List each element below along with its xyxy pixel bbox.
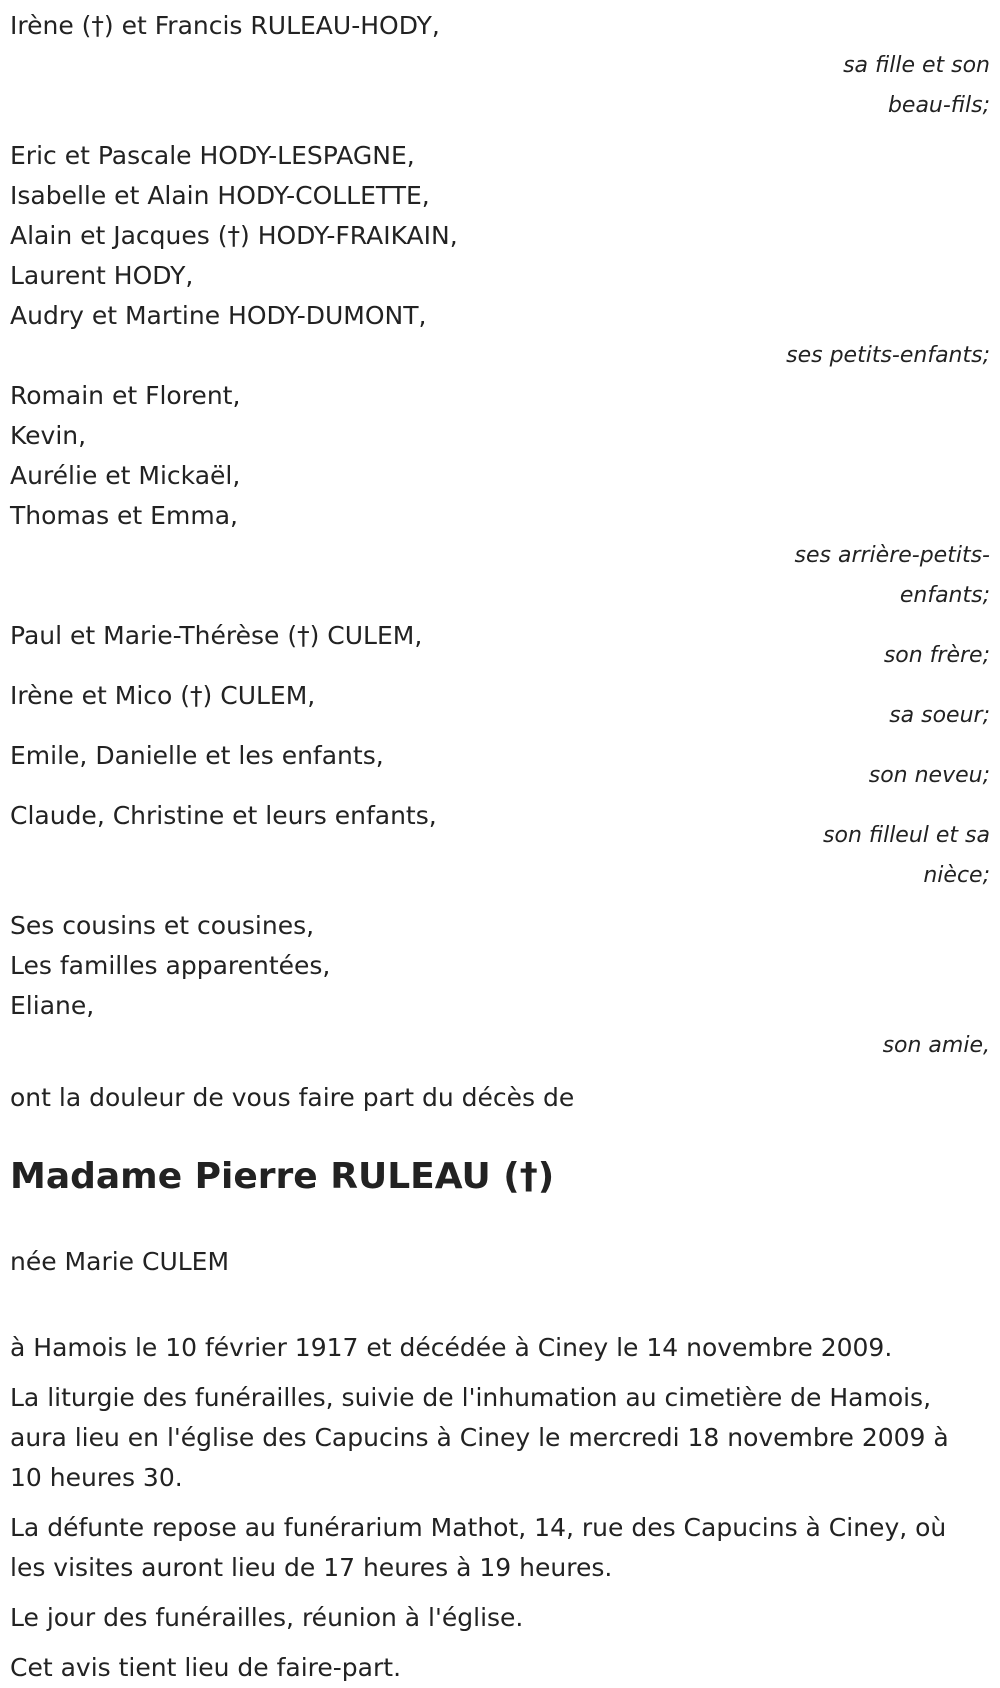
notice-disclaimer: Cet avis tient lieu de faire-part. <box>10 1653 402 1682</box>
family-group-grandchildren <box>10 136 996 376</box>
relation-label <box>770 696 990 736</box>
relation-label <box>770 636 990 676</box>
family-group-daughter <box>10 6 996 126</box>
family-line: Irène (†) et Francis RULEAU-HODY, <box>10 11 440 40</box>
family-line: Irène et Mico (†) CULEM, <box>10 681 316 710</box>
announcement-intro: ont la douleur de vous faire part du décès de <box>10 1083 575 1112</box>
relation-label <box>770 1026 990 1066</box>
relation-label <box>770 336 990 376</box>
family-group-cousins <box>10 906 996 1066</box>
relation-label <box>770 536 990 616</box>
birth-death-dates: à Hamois le 10 février 1917 et décédée à Ciney le 14 novembre 2009. <box>10 1333 893 1362</box>
relation-text: son neveu; <box>868 763 990 788</box>
relation-text: ses arrière-petits- <box>794 543 990 568</box>
family-line: Kevin, <box>10 421 87 450</box>
family-line: Thomas et Emma, <box>10 501 238 530</box>
relation-text: son filleul et sa <box>823 823 990 848</box>
family-line: Aurélie et Mickaël, <box>10 461 241 490</box>
family-group-godson <box>10 796 996 896</box>
relation-label <box>770 46 990 126</box>
family-group-great-grandchildren <box>10 376 996 616</box>
relation-text: ses petits-enfants; <box>786 343 990 368</box>
family-line: Eric et Pascale HODY-LESPAGNE, <box>10 141 415 170</box>
funeral-details: La liturgie des funérailles, suivie de l'inhumation au cimetière de Hamois, aura lieu en l'église des Capucins à Ciney le mercredi 18 novembre 2009 à 10 heures 30. <box>10 1383 949 1492</box>
family-group-brother <box>10 616 996 676</box>
relation-text: beau-fils; <box>887 93 990 118</box>
family-group-sister <box>10 676 996 736</box>
relation-label <box>770 756 990 796</box>
family-line: Laurent HODY, <box>10 261 194 290</box>
maiden-name: née Marie CULEM <box>10 1247 230 1276</box>
gathering-note: Le jour des funérailles, réunion à l'église. <box>10 1603 524 1632</box>
family-line: Audry et Martine HODY-DUMONT, <box>10 301 427 330</box>
family-line: Alain et Jacques (†) HODY-FRAIKAIN, <box>10 221 458 250</box>
family-line: Paul et Marie-Thérèse (†) CULEM, <box>10 621 423 650</box>
relation-text: enfants; <box>899 583 990 608</box>
visitation-details: La défunte repose au funérarium Mathot, 14, rue des Capucins à Ciney, où les visites auront lieu de 17 heures à 19 heures. <box>10 1513 947 1582</box>
family-line: Les familles apparentées, <box>10 951 331 980</box>
relation-text: nièce; <box>923 863 990 888</box>
family-line: Romain et Florent, <box>10 381 241 410</box>
relation-text: son frère; <box>883 643 990 668</box>
deceased-name: Madame Pierre RULEAU (†) <box>10 1156 555 1197</box>
family-line: Emile, Danielle et les enfants, <box>10 741 384 770</box>
family-line: Isabelle et Alain HODY-COLLETTE, <box>10 181 430 210</box>
family-group-nephew <box>10 736 996 796</box>
family-line: Claude, Christine et leurs enfants, <box>10 801 437 830</box>
relation-text: sa soeur; <box>889 703 990 728</box>
relation-text: son amie, <box>882 1033 990 1058</box>
family-line: Eliane, <box>10 991 95 1020</box>
family-line: Ses cousins et cousines, <box>10 911 315 940</box>
relation-label <box>770 816 990 896</box>
relation-text: sa fille et son <box>843 53 990 78</box>
